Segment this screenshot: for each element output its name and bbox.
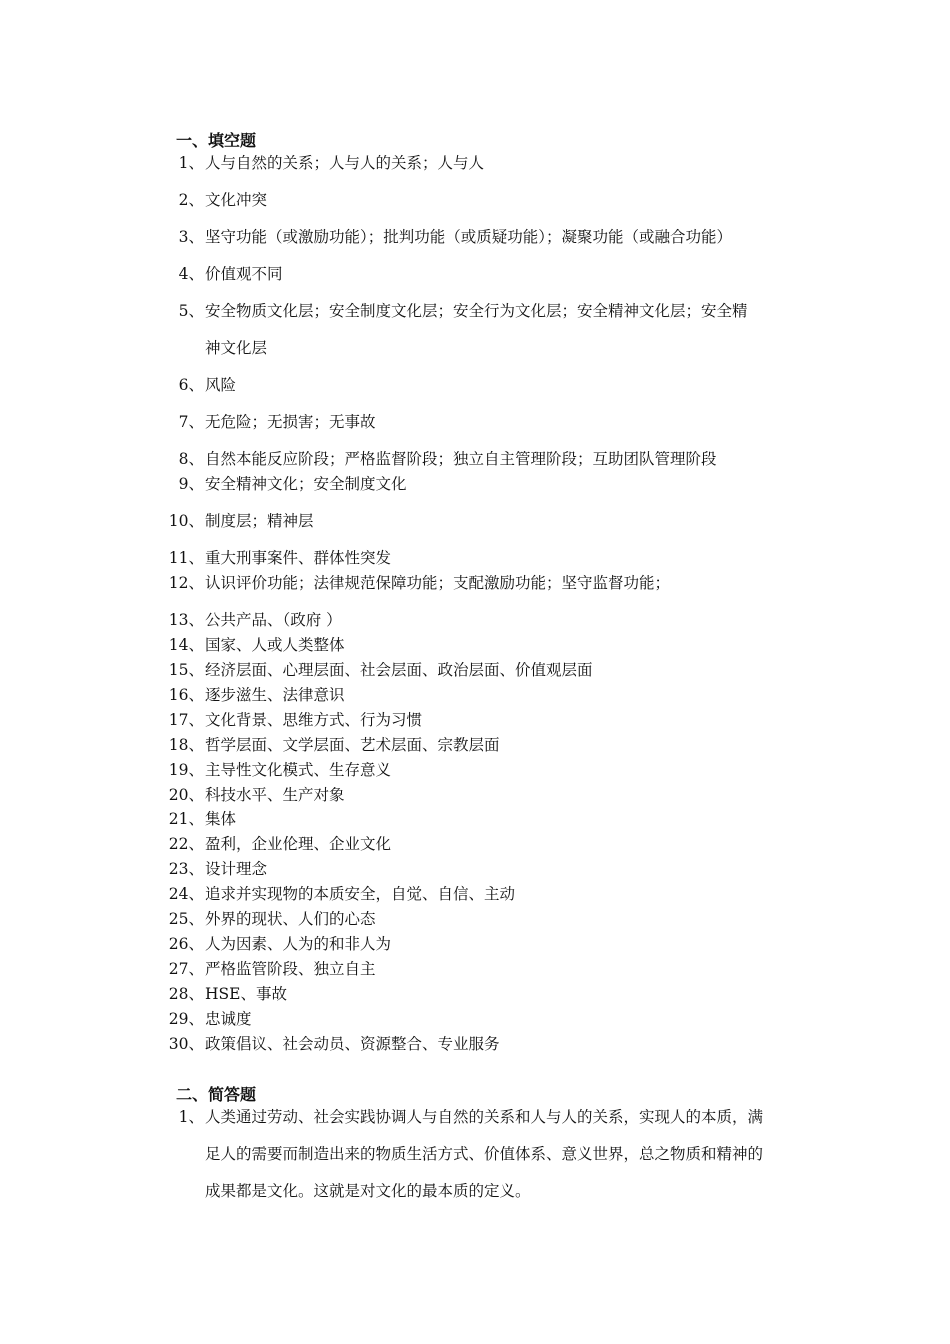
section-heading-short-answer: 二、简答题 (176, 1085, 257, 1104)
document-page: 一、填空题 1、 人与自然的关系；人与人的关系；人与人 2、 文化冲突 3、 坚守功能（或激励功能）；批判功能（或质疑功能）；凝聚功能（或融合功能） 4、 价值观不同 5、 安全物质文化层；安全制度文化层；安全行为文化层；安全精神文化层；安全精 神文化层 6、 风险 7、 无危险；无损害；无事故 8、 自然本能反应阶段；严格监督阶段；独立自主管理阶段；互助团队管理阶段 9、 安全精神文化；安全制度文化 10、 制度层；精神层 11、 重大刑事案件、群体性突发 12、 认识评价功能；法律规范保障功能；支配激励功能；坚守监督功能； 13、 公共产品、（政府 ） 14、 国家、人或人类整体 15、 经济层面、心理层面、社会层面、政治层面、价值观层面 16、 逐步滋生、法律意识 17、 文化背景、思维方式、行为习惯 18、 哲学层面、文学层面、艺术层面、宗教层面 19、 主导性文化模式、生存意义 20、 科技水平、生产对象 21、 集体 22、 盈利，企业伦理、企业文化 23、 设计理念 24、 追求并实现物的本质安全，自觉、自信、主动 25、 外界的现状、人们的心态 26、 人为因素、人为的和非人为 27、 严格监管阶段、独立自主 28、 HSE、事故 29、 忠诚度 30、 政策倡议、社会动员、资源整合、专业服务 二、简答题 1、 人类通过劳动、社会实践协调人与自然的关系和人与人的关系，实现人的本质，满 足人的需要而制造出来的物质生活方式、价值体系、意义世界，总之物质和精神的 成果都是文化。这就是对文化的最本质的定义。 (0, 0, 950, 1344)
section-heading-fill-in: 一、填空题 (176, 131, 257, 150)
